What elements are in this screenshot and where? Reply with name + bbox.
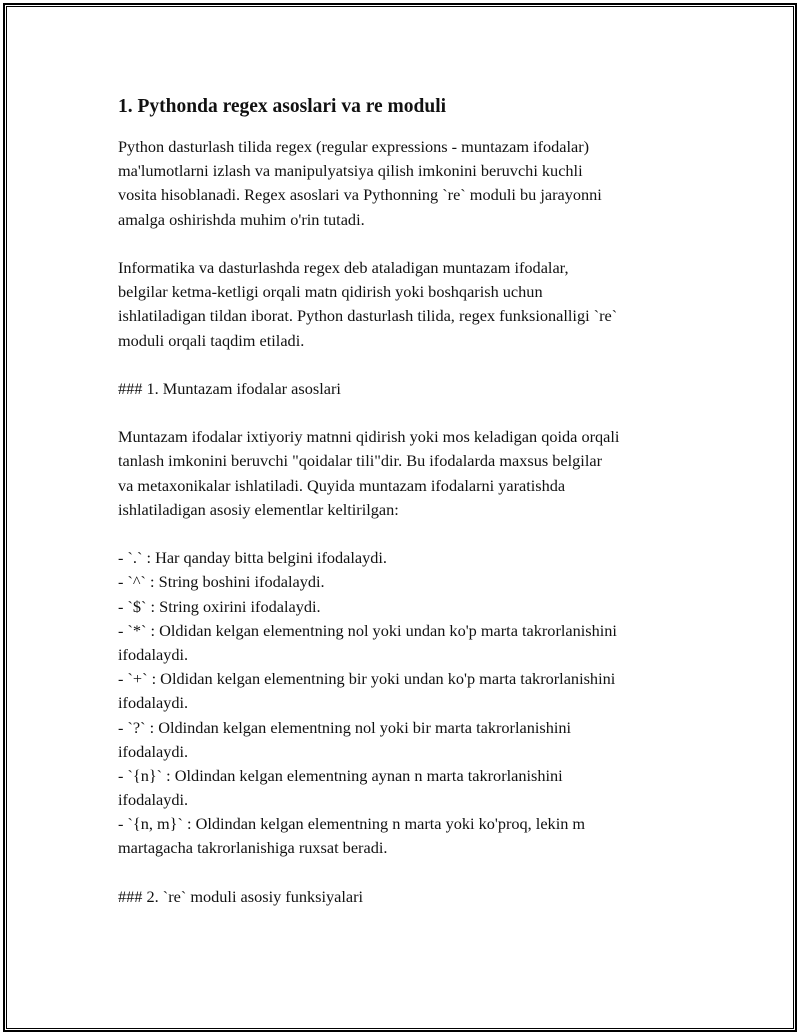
text-line: ma'lumotlarni izlash va manipulyatsiya qilish imkonini beruvchi kuchli [118,161,583,181]
text-line: vosita hisoblanadi. Regex asoslari va Pythonning `re` moduli bu jarayonni [118,185,602,205]
list-item [118,764,698,812]
text-line: ishlatiladigan tildan iborat. Python dasturlash tilida, regex funksionalligi `re` [118,306,618,326]
document-body [118,94,698,909]
text-line: martagacha takrorlanishiga ruxsat beradi. [118,838,388,858]
text-line: ### 2. `re` moduli asosiy funksiyalari [118,886,364,906]
text-line: va metaxonikalar ishlatiladi. Quyida muntazam ifodalarni yaratishda [118,475,566,495]
list-item [118,619,698,667]
list-item [118,716,698,764]
text-line: - `+` : Oldidan kelgan elementning bir yoki undan ko'p marta takrorlanishini [118,669,616,689]
text-line: - `.` : Har qanday bitta belgini ifodalaydi. [118,548,388,568]
text-line: - `{n}` : Oldindan kelgan elementning aynan n marta takrorlanishini [118,765,563,785]
paragraph-intro [118,135,698,232]
paragraph-definition [118,256,698,353]
text-line: ifodalaydi. [118,741,189,761]
spacer [118,401,698,425]
text-line: amalga oshirishda muhim o'rin tutadi. [118,209,365,229]
list-item [118,546,698,570]
spacer [118,861,698,885]
text-line: - `^` : String boshini ifodalaydi. [118,572,325,592]
text-line: moduli orqali taqdim etiladi. [118,330,305,350]
spacer [118,522,698,546]
text-line: - `$` : String oxirini ifodalaydi. [118,596,321,616]
text-line: ifodalaydi. [118,693,189,713]
text-line: belgilar ketma-ketligi orqali matn qidirish yoki boshqarish uchun [118,282,543,302]
text-line: - `*` : Oldidan kelgan elementning nol yoki undan ko'p marta takrorlanishini [118,620,617,640]
list-item [118,595,698,619]
text-line: ### 1. Muntazam ifodalar asoslari [118,378,341,398]
spacer [118,353,698,377]
text-line: ifodalaydi. [118,644,189,664]
section-heading-1 [118,377,698,401]
text-line: ishlatiladigan asosiy elementlar keltirilgan: [118,499,399,519]
text-line: ifodalaydi. [118,790,189,810]
text-line: - `{n, m}` : Oldindan kelgan elementning n marta yoki ko'proq, lekin m [118,814,586,834]
section-heading-2 [118,885,698,909]
bullet-list [118,546,698,860]
spacer [118,232,698,256]
document-title: 1. Pythonda regex asoslari va re moduli [118,96,447,117]
list-item [118,570,698,594]
list-item [118,812,698,860]
spacer [118,120,698,135]
text-line: Muntazam ifodalar ixtiyoriy matnni qidirish yoki mos keladigan qoida orqali [118,427,620,447]
text-line: - `?` : Oldindan kelgan elementning nol yoki bir marta takrorlanishini [118,717,572,737]
text-line: Python dasturlash tilida regex (regular expressions - muntazam ifodalar) [118,137,590,156]
text-line: Informatika va dasturlashda regex deb ataladigan muntazam ifodalar, [118,257,569,277]
paragraph-section1-intro [118,425,698,522]
list-item [118,667,698,715]
text-line: tanlash imkonini beruvchi "qoidalar tili"dir. Bu ifodalarda maxsus belgilar [118,451,602,471]
